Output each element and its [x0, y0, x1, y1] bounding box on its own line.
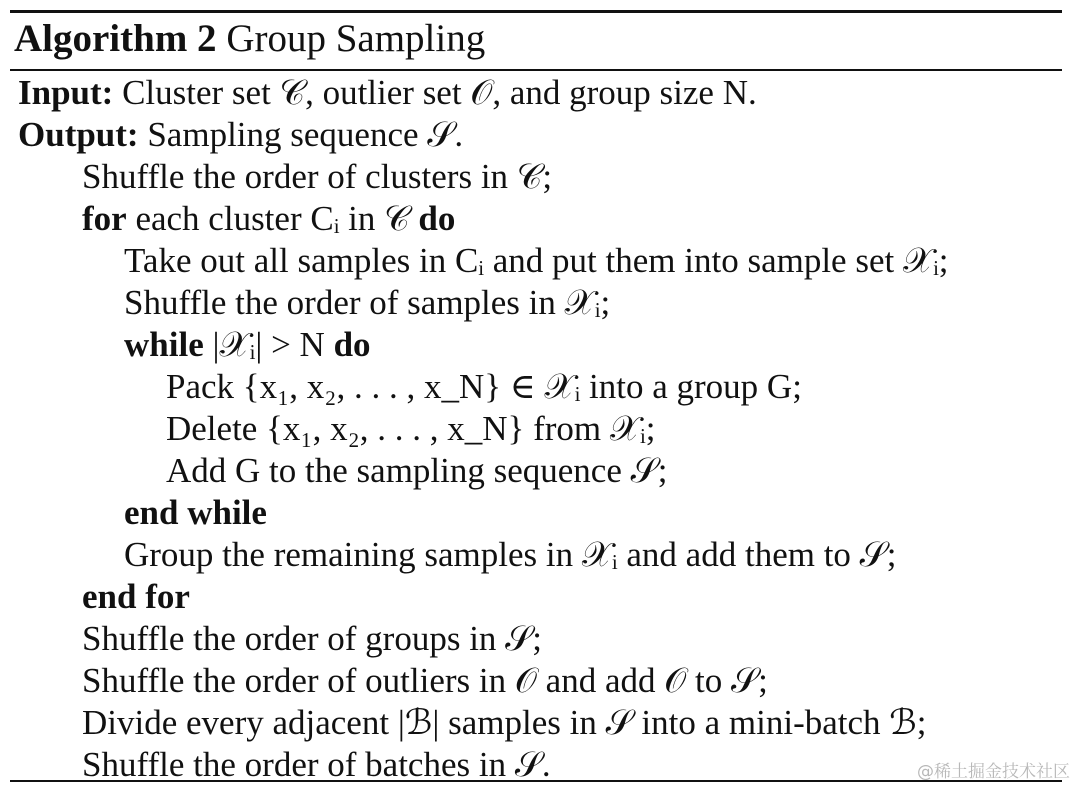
line-text: Divide every adjacent |ℬ| samples in 𝒮 into a mini-batch ℬ; — [82, 703, 927, 742]
input-label: Input: — [18, 73, 114, 112]
line-text: Add G to the sampling sequence 𝒮; — [166, 451, 668, 490]
input-line — [18, 72, 757, 114]
output-text: Sampling sequence 𝒮. — [147, 115, 464, 154]
algorithm-label: Algorithm 2 — [14, 17, 217, 60]
output-line — [18, 114, 463, 156]
line-text: Delete {x₁, x₂, . . . , x_N} from 𝒳ᵢ; — [166, 409, 656, 448]
line-text: Shuffle the order of clusters in 𝒞; — [82, 157, 553, 196]
header-rule — [10, 69, 1062, 71]
line-text: Shuffle the order of outliers in 𝒪 and add 𝒪 to 𝒮; — [82, 661, 768, 700]
watermark: @稀土掘金技术社区 — [917, 762, 1070, 782]
bottom-rule — [10, 780, 1062, 782]
line-text: end while — [124, 493, 267, 532]
line-text: Group the remaining samples in 𝒳ᵢ and add them to 𝒮; — [124, 535, 897, 574]
input-text: Cluster set 𝒞, outlier set 𝒪, and group size N. — [122, 73, 757, 112]
line-text: for each cluster Cᵢ in 𝒞 do — [82, 199, 456, 238]
line-text: Shuffle the order of batches in 𝒮. — [82, 745, 551, 784]
line-text: Pack {x₁, x₂, . . . , x_N} ∈ 𝒳ᵢ into a group G; — [166, 367, 802, 406]
algorithm-title — [14, 12, 485, 66]
line-text: while |𝒳ᵢ| > N do — [124, 325, 371, 364]
line-text: Take out all samples in Cᵢ and put them into sample set 𝒳ᵢ; — [124, 241, 949, 280]
line-text: Shuffle the order of samples in 𝒳ᵢ; — [124, 283, 611, 322]
algorithm-name: Group Sampling — [226, 17, 486, 60]
line-text: Shuffle the order of groups in 𝒮; — [82, 619, 542, 658]
output-label: Output: — [18, 115, 139, 154]
line-text: end for — [82, 577, 190, 616]
